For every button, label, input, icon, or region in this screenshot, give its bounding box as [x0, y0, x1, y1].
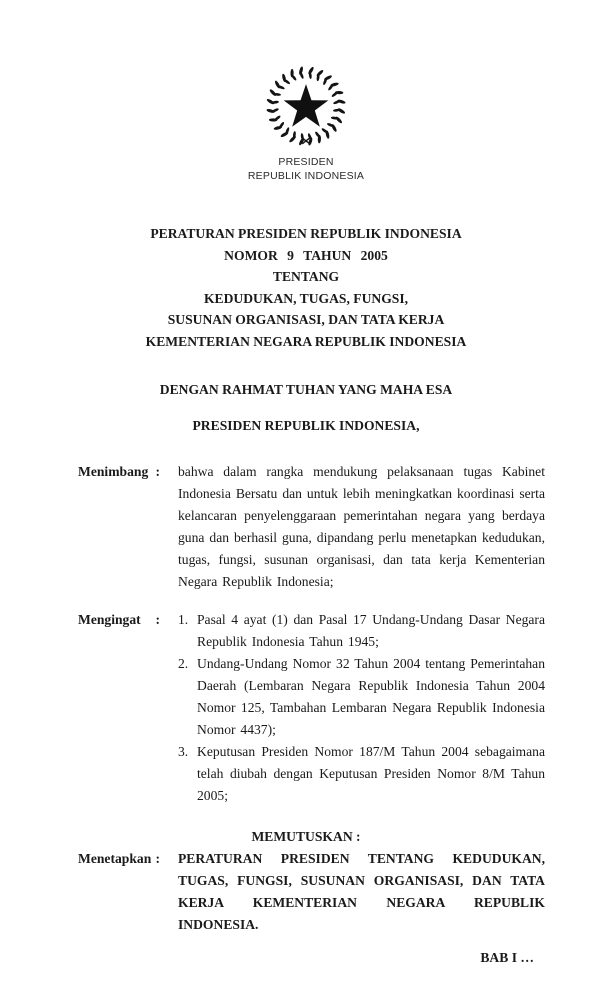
title-line-tentang: TENTANG [272, 269, 340, 285]
decision-label-colon: : [155, 850, 160, 866]
catchword-bab-i: BAB I … [480, 949, 534, 965]
recalling-label-colon: : [155, 611, 160, 627]
considering-label [78, 461, 160, 593]
title-line-kedudukan: KEDUDUKAN, TUGAS, FUNGSI, [203, 290, 409, 306]
institution-line-presiden: PRESIDEN [278, 156, 334, 168]
decision-label [78, 848, 160, 936]
recalling-item-3-number: 3. [178, 743, 189, 759]
recalling-item-3-text: Keputusan Presiden Nomor 187/M Tahun 2004 sebagaimana telah diubah dengan Keputusan Presiden Nomor 8/M Tahun 2005; [197, 743, 545, 803]
recalling-label-word: Mengingat [78, 611, 141, 627]
decision-text: PERATURAN PRESIDEN TENTANG KEDUDUKAN, TUGAS, FUNGSI, SUSUNAN ORGANISASI, DAN TATA KERJA KEMENTERIAN NEGARA REPUBLIK INDONESIA. [178, 850, 545, 932]
title-line-peraturan: PERATURAN PRESIDEN REPUBLIK INDONESIA [150, 226, 462, 241]
title-line-susunan: SUSUNAN ORGANISASI, DAN TATA KERJA [167, 312, 445, 328]
regulation-title [0, 223, 612, 353]
recalling-section [0, 609, 612, 807]
emblem-container [0, 0, 612, 183]
recalling-item-1-number: 1. [178, 611, 189, 627]
decision-section [0, 848, 612, 936]
recalling-item-3 [178, 741, 545, 807]
institution-line-republik: REPUBLIK INDONESIA [247, 169, 365, 182]
memutuskan-heading: MEMUTUSKAN : [251, 828, 361, 844]
recalling-item-2 [178, 653, 545, 741]
invocation-line: DENGAN RAHMAT TUHAN YANG MAHA ESA [159, 381, 453, 397]
authority-line: PRESIDEN REPUBLIK INDONESIA, [192, 417, 420, 433]
recalling-item-1-text: Pasal 4 ayat (1) dan Pasal 17 Undang-Undang Dasar Negara Republik Indonesia Tahun 1945; [197, 611, 545, 649]
recalling-item-1 [178, 609, 545, 653]
recalling-label [78, 609, 160, 807]
considering-text: bahwa dalam rangka mendukung pelaksanaan tugas Kabinet Indonesia Bersatu dan untuk lebih meningkatkan koordinasi serta kelancaran penyelenggaraan pemerintahan negara yang berdaya guna dan berhasil guna, dipandang perlu menetapkan kedudukan, tugas, fungsi, susunan organisasi, dan tata kerja Kementerian Negara Republik Indonesia; [178, 463, 545, 589]
recalling-item-2-number: 2. [178, 655, 189, 671]
recalling-item-2-text: Undang-Undang Nomor 32 Tahun 2004 tentang Pemerintahan Daerah (Lembaran Negara Republik Indonesia Tahun 2004 Nomor 125, Tambahan Lembaran Negara Republik Indonesia Nomor 4437); [197, 655, 545, 737]
considering-label-word: Menimbang [78, 463, 149, 479]
presidential-emblem-icon [264, 64, 348, 148]
considering-label-colon: : [155, 463, 160, 479]
considering-section [0, 461, 612, 593]
title-line-kementerian: KEMENTERIAN NEGARA REPUBLIK INDONESIA [145, 333, 467, 349]
decision-label-word: Menetapkan [78, 850, 152, 866]
title-line-nomor: NOMOR 9 TAHUN 2005 [224, 247, 388, 263]
institution-name [0, 156, 612, 183]
recalling-list [178, 609, 545, 807]
